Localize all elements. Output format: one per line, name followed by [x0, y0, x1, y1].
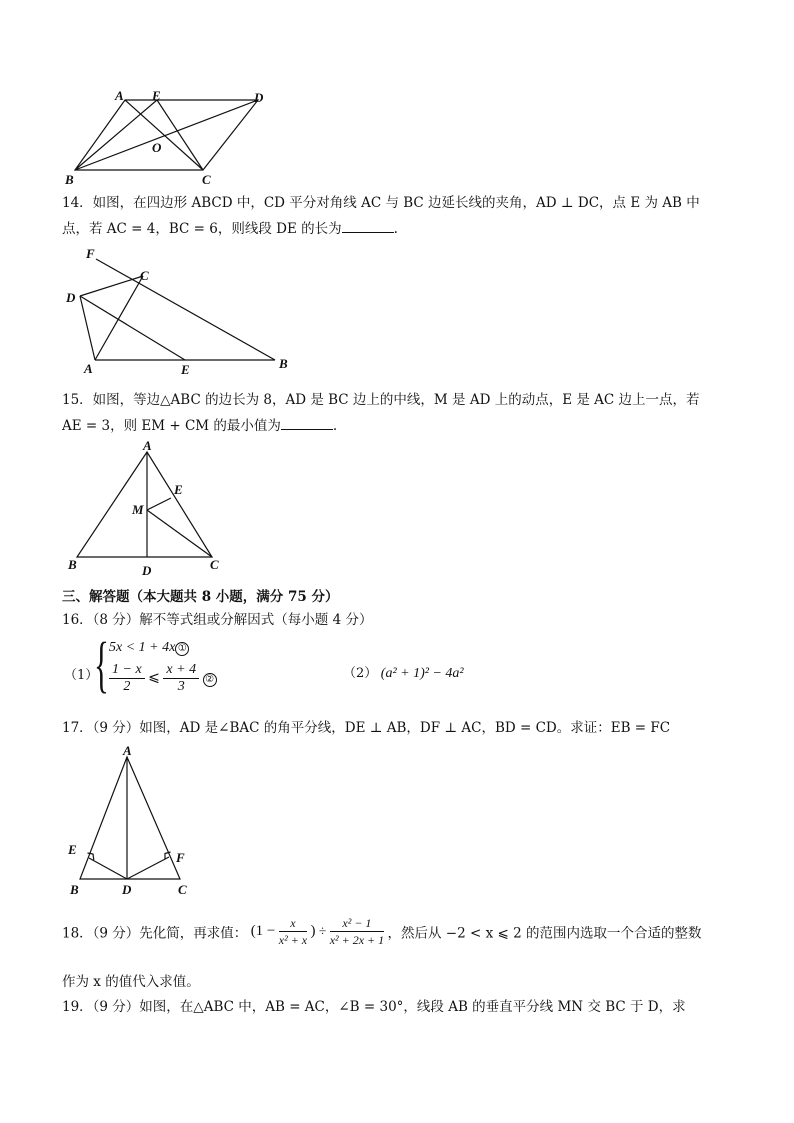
- inequality-1: [109, 640, 189, 656]
- q18-suffix: ，然后从 −2 < x ⩽ 2 的范围内选取一个合适的整数: [387, 925, 702, 942]
- q18-divide: ÷: [318, 923, 327, 939]
- label-E: E: [152, 88, 161, 103]
- q18-fraction-1-num: x: [279, 915, 307, 932]
- q15-period: .: [332, 418, 338, 434]
- q16-part2: [343, 662, 464, 682]
- figure-q15: [60, 440, 240, 580]
- brace: {: [94, 631, 109, 699]
- q18-prefix: 18．（9 分）先化简，再求值：: [62, 925, 248, 942]
- inequality-1-text: 5x < 1 + 4x: [109, 640, 176, 655]
- fraction-1: [109, 662, 145, 695]
- fraction-2-den: 3: [177, 679, 185, 694]
- label-A: A: [123, 743, 132, 758]
- q15-line2-text: AE = 3，则 EM + CM 的最小值为: [62, 418, 281, 434]
- label-O: O: [152, 140, 162, 155]
- q18-line2: 作为 x 的值代入求值。: [62, 974, 200, 990]
- fraction-1-den: 2: [123, 679, 131, 694]
- fraction-2: [163, 662, 199, 695]
- q18-close: ): [310, 923, 316, 939]
- figure-q17: [60, 740, 210, 900]
- circled-2: ②: [203, 673, 217, 687]
- figure-parallelogram: [60, 88, 280, 188]
- q16-intro: 16．（8 分）解不等式组或分解因式（每小题 4 分）: [62, 612, 373, 628]
- q15-line1: 15．如图，等边△ABC 的边长为 8，AD 是 BC 边上的中线，M 是 AD 上的动点，E 是 AC 边上一点，若: [62, 392, 700, 408]
- label-C: C: [140, 268, 149, 283]
- q16-part1-label: （1）: [64, 668, 99, 683]
- q16-part2-label: （2）: [343, 666, 378, 681]
- label-A: A: [115, 88, 124, 103]
- label-F: F: [176, 850, 185, 865]
- label-B: B: [279, 356, 288, 371]
- fraction-1-num: 1 − x: [109, 662, 145, 679]
- q18-line1: [62, 915, 702, 948]
- circled-1: ①: [175, 642, 189, 656]
- label-C: C: [178, 882, 187, 897]
- q18-fraction-1-den: x² + x: [278, 933, 308, 947]
- label-B: B: [65, 172, 74, 187]
- fraction-2-num: x + 4: [163, 662, 199, 679]
- q16-part2-expr: (a² + 1)² − 4a²: [380, 666, 464, 681]
- answer-blank-15[interactable]: [281, 416, 333, 430]
- label-D: D: [254, 90, 264, 105]
- q14-line2: [62, 219, 398, 239]
- label-E: E: [181, 362, 190, 376]
- figure-q14: [60, 246, 300, 376]
- label-F: F: [86, 246, 95, 261]
- label-A: A: [143, 440, 152, 453]
- label-B: B: [68, 557, 77, 572]
- q18-fraction-1: [279, 915, 307, 948]
- label-C: C: [202, 172, 211, 187]
- q15-line2: [62, 416, 337, 436]
- label-E: E: [68, 842, 77, 857]
- label-D: D: [142, 563, 152, 578]
- q18-fraction-2-den: x² + 2x + 1: [329, 933, 385, 947]
- q18-open: (1 −: [250, 923, 276, 939]
- q18-fraction-2: [330, 915, 384, 948]
- label-E: E: [174, 482, 183, 497]
- label-D: D: [66, 290, 76, 305]
- q14-line2-text: 点，若 AC = 4，BC = 6，则线段 DE 的长为: [62, 221, 342, 237]
- label-C: C: [210, 557, 219, 572]
- q18-fraction-2-num: x² − 1: [330, 915, 384, 932]
- q14-line1: 14．如图，在四边形 ABCD 中，CD 平分对角线 AC 与 BC 边延长线的夹角，AD ⊥ DC，点 E 为 AB 中: [62, 195, 700, 211]
- q19-text: 19．（9 分）如图，在△ABC 中，AB = AC，∠B = 30°，线段 AB 的垂直平分线 MN 交 BC 于 D，求: [62, 999, 686, 1015]
- section-heading: 三、解答题（本大题共 8 小题，满分 75 分）: [62, 589, 339, 605]
- q14-period: .: [393, 221, 398, 237]
- label-M: M: [132, 502, 144, 517]
- leq-sign: ⩽: [148, 670, 160, 686]
- answer-blank-14[interactable]: [342, 219, 394, 233]
- q17-text: 17．（9 分）如图，AD 是∠BAC 的角平分线，DE ⊥ AB，DF ⊥ AC，BD = CD。求证：EB = FC: [62, 720, 671, 736]
- label-A: A: [84, 361, 93, 376]
- label-B: B: [70, 882, 79, 897]
- inequality-2: [109, 662, 217, 695]
- label-D: D: [122, 882, 132, 897]
